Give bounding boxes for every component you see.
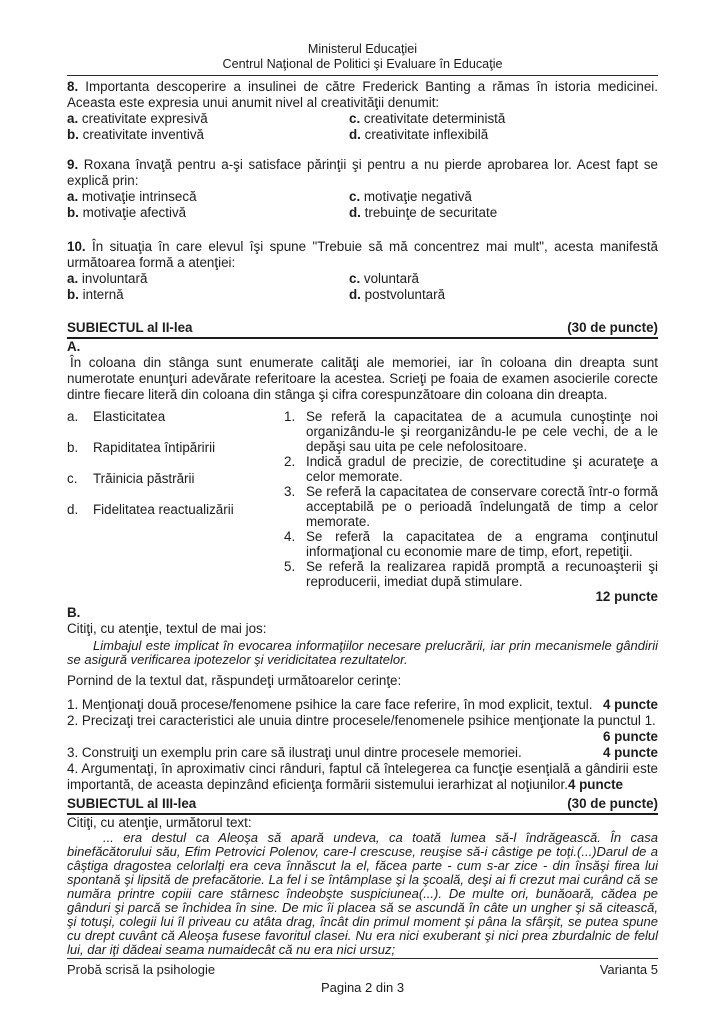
match-right-item	[284, 484, 658, 529]
task-text: 2. Precizaţi trei caracteristici ale unuia dintre procesele/fenomenele psihice menţionate la punctul 1.	[67, 713, 656, 728]
subject2-points: (30 de puncte)	[567, 320, 658, 335]
option-text: involuntară	[81, 271, 148, 286]
option-text: motivaţie intrinsecă	[81, 189, 197, 204]
option-c	[349, 271, 658, 287]
option-letter: c.	[349, 189, 361, 204]
option-letter: d.	[349, 287, 361, 302]
item-text: Indică gradul de precizie, de corectitudine şi acurateţe a celor memorate.	[306, 454, 658, 484]
option-letter: b.	[67, 287, 79, 302]
question-number: 8.	[67, 79, 79, 94]
subject3-points: (30 de puncte)	[567, 796, 658, 811]
item-text: Se referă la capacitatea de conservare corectă într-o formă acceptabilă pe o perioadă îndelungată de timp a celor memorate.	[306, 484, 658, 529]
part-a-label: A.	[67, 339, 81, 354]
option-letter: c.	[349, 111, 361, 126]
item-text: Se referă la realizarea rapidă promptă a recunoaşterii şi reproducerii, imediat după stimulare.	[306, 559, 658, 589]
item-text: Se referă la capacitatea de a acumula cunoştinţe noi organizându-le şi reorganizându-le pe cele vechi, de a le depăşi sau uita pe cele nefolositoare.	[306, 409, 658, 454]
option-letter: b.	[67, 205, 79, 220]
task-4	[67, 761, 658, 793]
part-a-points: 12 puncte	[595, 589, 658, 604]
match-left-column	[67, 409, 284, 589]
question-10	[67, 239, 658, 303]
item-number: 1.	[284, 409, 296, 424]
option-text: creativitate inventivă	[82, 127, 204, 142]
item-number: 4.	[284, 529, 296, 544]
task-points: 4 puncte	[602, 697, 658, 712]
question-text	[67, 79, 658, 111]
option-d	[349, 287, 658, 303]
item-number: 5.	[284, 559, 296, 574]
matching-exercise	[67, 409, 658, 589]
option-b	[67, 127, 349, 143]
option-letter: a.	[67, 271, 79, 286]
item-text: Elasticitatea	[93, 409, 166, 424]
option-text: voluntară	[363, 271, 419, 286]
footer-variant: Varianta 5	[599, 962, 658, 977]
item-number: 3.	[284, 484, 296, 499]
question-number: 10.	[67, 239, 86, 254]
question-body: Importanta descoperire a insulinei de către Frederick Banting a rămas în istoria medicinei. Aceasta este expresia unui anumit nivel al creativităţii denumit:	[67, 79, 658, 110]
options-grid	[67, 111, 658, 143]
question-body: Roxana învaţă pentru a-şi satisface părinţii şi pentru a nu pierde aprobarea lor. Acest fapt se explică prin:	[67, 157, 658, 188]
subject3-read-prompt: Citiţi, cu atenţie, următorul text:	[67, 815, 252, 830]
part-b-instruction: Pornind de la textul dat, răspundeţi următoarelor cerinţe:	[67, 673, 402, 688]
option-c	[349, 111, 658, 127]
header-center: Centrul Naţional de Politici şi Evaluare în Educaţie	[222, 57, 503, 71]
option-letter: b.	[67, 127, 79, 142]
item-text: Se referă la capacitatea de a engrama conţinutul informaţional cu economie mare de timp, efort, repetiţii.	[306, 529, 658, 559]
item-number: 2.	[284, 454, 296, 469]
question-9	[67, 157, 658, 221]
option-text: motivaţie afectivă	[82, 205, 187, 220]
subject3-quote: ... era destul ca Aleoşa să apară undeva, ca toată lumea să-l îndrăgească. În casa binefăcătorului său, Efim Petrovici Polenov, care-l crescuse, reuşise să-i câstige pe toţi.(...)Darul de a câştiga dragostea celorlalţi era ceva înnăscut la el, făcea parte - cum s-ar zice - din însăşi firea lui spontană şi lipsită de prefacătorie. La fel i se întâmplase şi la şcoală, deşi ai fi crezut mai curând că se număra printre copiii care stârnesc îndeobşte suspiciunea(...). De multe ori, bunăoară, cădea pe gânduri şi parcă se închidea în sine. De mic îi placea să se ascundă în câte un ungher şi să citească, şi totuşi, colegii lui îl priveau cu atâta drag, încât din primul moment şi pâna la sfârşit, se putea spune cu drept cuvânt că Aleoşa fusese favoritul clasei. Nu era nici exuberant şi nici prea zburdalnic de felul lui, dar iţi dădeai seama numaidecât că nu era nici ursuz;	[67, 830, 658, 957]
task-text: 1. Menţionaţi două procese/fenomene psihice la care face referire, în mod explicit, textul.	[67, 697, 593, 712]
option-text: creativitate expresivă	[81, 111, 208, 126]
item-text: Rapiditatea întipăririi	[93, 440, 216, 455]
item-text: Trăinicia păstrării	[93, 471, 195, 486]
option-text: motivaţie negativă	[363, 189, 472, 204]
match-right-item	[284, 454, 658, 484]
option-letter: a.	[67, 189, 79, 204]
header-ministry: Ministerul Educaţiei	[307, 42, 418, 56]
task-points: 4 puncte	[602, 745, 658, 760]
option-d	[349, 205, 658, 221]
footer-page-number: Pagina 2 din 3	[320, 980, 405, 995]
subject2-title: SUBIECTUL al II-lea	[67, 320, 193, 335]
option-a	[67, 111, 349, 127]
item-letter: a.	[67, 409, 79, 424]
options-grid	[67, 271, 658, 303]
part-b-label: B.	[67, 605, 81, 620]
task-2-points: 6 puncte	[602, 729, 658, 744]
item-letter: c.	[67, 471, 78, 486]
options-grid	[67, 189, 658, 221]
option-text: creativitate deterministă	[363, 111, 506, 126]
question-number: 9.	[67, 157, 79, 172]
match-left-item	[67, 409, 284, 424]
option-letter: d.	[349, 127, 361, 142]
option-letter: d.	[349, 205, 361, 220]
task-text: 3. Construiţi un exemplu prin care să ilustraţi unul dintre procesele memoriei.	[67, 745, 522, 760]
footer-exam-name: Probă scrisă la psihologie	[67, 962, 216, 977]
footer-row	[67, 962, 658, 978]
option-text: creativitate inflexibilă	[364, 127, 489, 142]
option-b	[67, 205, 349, 221]
item-letter: b.	[67, 440, 79, 455]
option-c	[349, 189, 658, 205]
match-right-item	[284, 529, 658, 559]
match-right-item	[284, 559, 658, 589]
task-3	[67, 745, 658, 761]
option-d	[349, 127, 658, 143]
item-text: Fidelitatea reactualizării	[93, 502, 234, 517]
option-text: postvoluntară	[364, 287, 446, 302]
part-b-read-prompt: Citiţi, cu atenţie, textul de mai jos:	[67, 621, 267, 636]
match-left-item	[67, 502, 284, 517]
question-text	[67, 157, 658, 189]
option-text: trebuinţe de securitate	[364, 205, 498, 220]
question-text	[67, 239, 658, 271]
subject2-header	[67, 320, 658, 339]
task-2	[67, 713, 658, 729]
option-letter: c.	[349, 271, 361, 286]
part-b-quote: Limbajul este implicat în evocarea informaţiilor necesare prelucrării, iar prin mecanismele gândirii se asigură verificarea ipotezelor şi veridicitatea rezultatelor.	[67, 638, 658, 667]
option-b	[67, 287, 349, 303]
subject3-title: SUBIECTUL al III-lea	[67, 796, 197, 811]
page-footer	[67, 958, 658, 996]
option-a	[67, 189, 349, 205]
option-letter: a.	[67, 111, 79, 126]
option-a	[67, 271, 349, 287]
match-left-item	[67, 471, 284, 486]
task-1	[67, 697, 658, 713]
question-body: În situaţia în care elevul îşi spune "Trebuie să mă concentrez mai mult", acesta manifestă următoarea formă a atenţiei:	[67, 239, 658, 270]
item-letter: d.	[67, 502, 79, 517]
option-text: internă	[82, 287, 124, 302]
match-right-column	[284, 409, 658, 589]
task-points: 4 puncte	[567, 777, 623, 792]
match-left-item	[67, 440, 284, 455]
subject3-header	[67, 796, 658, 815]
match-right-item	[284, 409, 658, 454]
part-b-tasks	[67, 697, 658, 793]
document-header	[67, 42, 658, 76]
question-8	[67, 79, 658, 143]
part-a-intro: În coloana din stânga sunt enumerate calităţi ale memoriei, iar în coloana din dreapta sunt numerotate enunţuri adevărate referitoare la acestea. Scrieţi pe foaia de examen asocierile corecte dintre fiecare literă din coloana din stânga şi cifra corespunzătoare din coloana din dreapta.	[67, 355, 658, 402]
task-text: 4. Argumentaţi, în aproximativ cinci rânduri, faptul că întelegerea ca funcţie esenţială a gândirii este importantă, de aceasta depinzând eficienţa formării sistemului ierarhizat al noţiunilor.	[67, 761, 658, 792]
